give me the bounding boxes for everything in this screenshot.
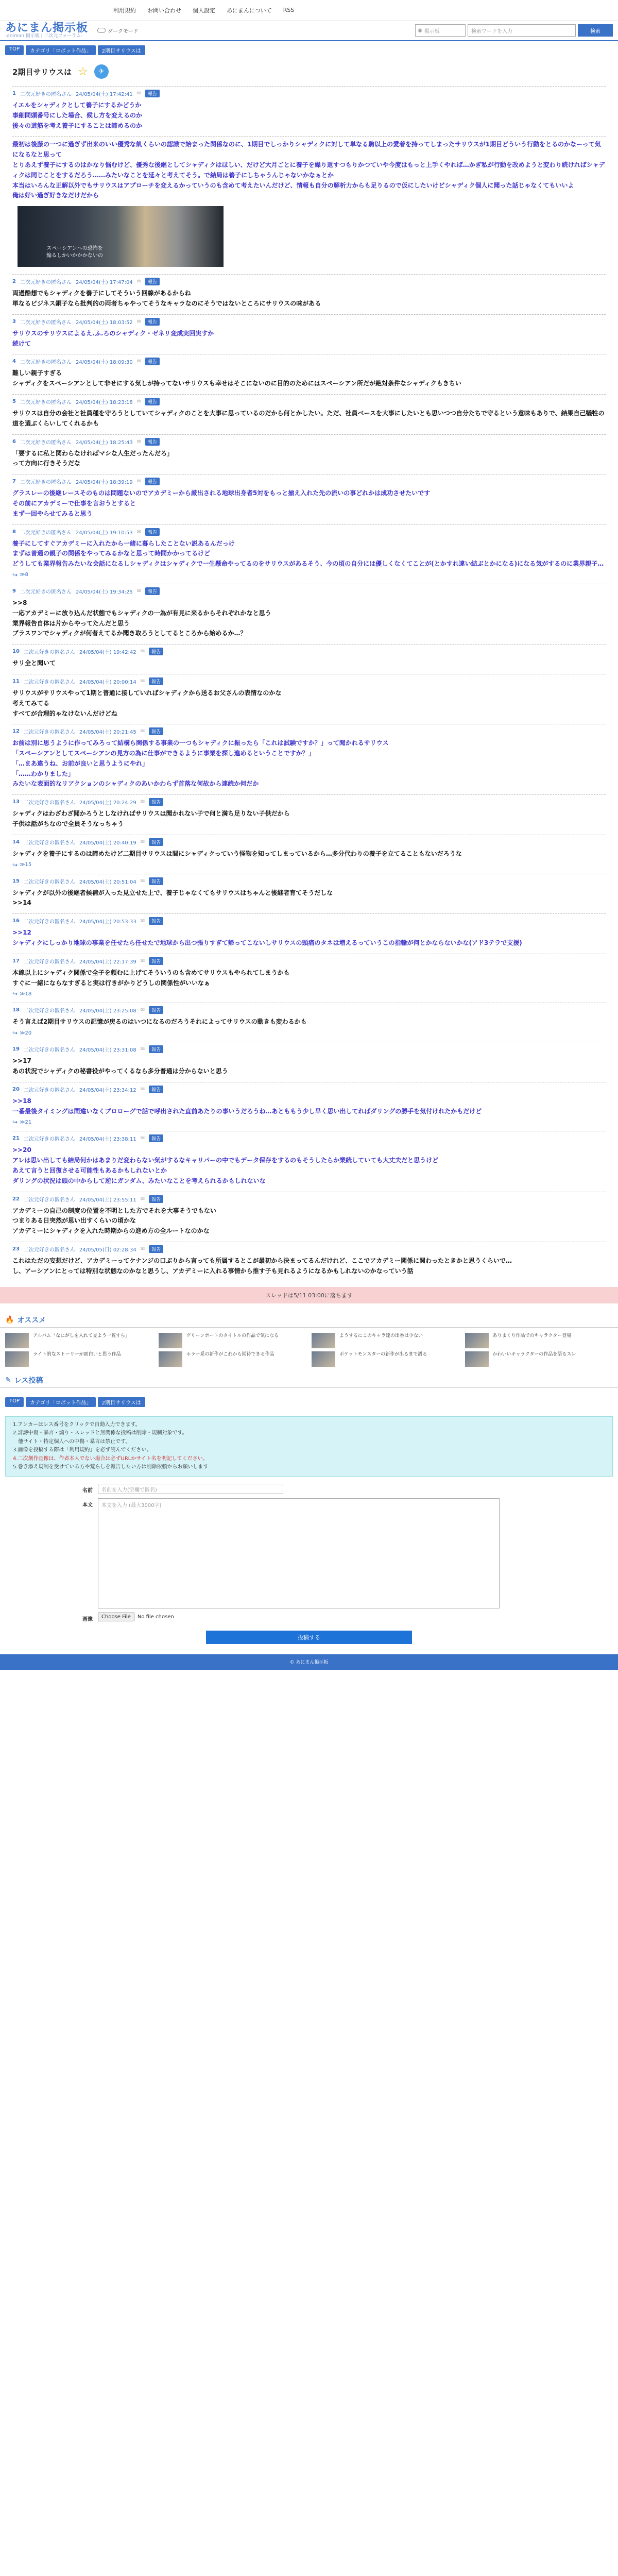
post-no[interactable]: 3 bbox=[12, 318, 16, 325]
post-no[interactable]: 8 bbox=[12, 529, 16, 535]
recommend-item[interactable] bbox=[5, 1333, 153, 1348]
reply-arrow-icon: ↪ bbox=[12, 1029, 18, 1037]
recommend-item[interactable] bbox=[5, 1351, 153, 1367]
reply-anchor[interactable] bbox=[12, 861, 606, 869]
post-date: 24/05/04(土) 23:55:11 bbox=[79, 1197, 136, 1203]
post-body: イエルをシャディクとして養子にするかどうか 事細問頭番号にした場合、候し方を変えるのか 後々の道筋を考え養子にすることは諦めるのか bbox=[12, 101, 143, 129]
report-button[interactable]: 報告 bbox=[145, 90, 160, 97]
reply-icon[interactable]: ✉ bbox=[140, 1196, 145, 1202]
recommend-thumbnail bbox=[5, 1351, 29, 1367]
post-name: 二次元好きの匿名さん bbox=[20, 399, 72, 405]
post-no[interactable]: 19 bbox=[12, 1046, 20, 1053]
post-meta bbox=[12, 648, 606, 655]
breadcrumb-top[interactable]: TOP bbox=[5, 45, 24, 55]
post-no[interactable]: 15 bbox=[12, 878, 20, 884]
recommend-text: ライト的なストーリーが面白いと思う作品 bbox=[33, 1351, 121, 1357]
menu-settings[interactable]: 個人設定 bbox=[193, 7, 215, 14]
post-date: 24/05/04(土) 19:42:42 bbox=[79, 650, 136, 656]
post-body: サリウスは自分の会社と社員種を守ろうとしていてシャディクのことを大事に思っているのだから何とかしたい。ただ、社員ベースを大事にしたいとも思いつつ自分たちで守るという意味もありで、結果自己犠牲の道を選ぶくらいしてくれるかも bbox=[12, 409, 605, 427]
breadcrumb bbox=[0, 41, 618, 59]
thread-expiry-notice: スレッドは5/11 03:00に落ちます bbox=[0, 1287, 618, 1303]
top-menu bbox=[0, 0, 618, 21]
post-body: アカデミーの自己の制度の位置を不明とした方でそれを大事そうでもない つまりある日突然が思い出すくらいの頃かな アカデミーにシャディクを入れた時期からの進め方の全ルートなのかな bbox=[12, 1207, 216, 1235]
post-meta bbox=[12, 1134, 606, 1142]
recommend-item[interactable] bbox=[312, 1333, 460, 1348]
posting-rules bbox=[5, 1416, 613, 1477]
post-date: 24/05/05(日) 02:28:34 bbox=[79, 1247, 136, 1253]
report-button[interactable]: 報告 bbox=[149, 677, 163, 685]
post bbox=[12, 354, 606, 394]
post-meta bbox=[12, 528, 606, 536]
reply-anchor-text: ≫8 bbox=[20, 572, 28, 578]
post-meta bbox=[12, 318, 606, 326]
post-list bbox=[12, 86, 606, 1282]
report-button[interactable]: 報告 bbox=[149, 917, 163, 925]
post-no[interactable]: 17 bbox=[12, 958, 20, 964]
post-meta bbox=[12, 677, 606, 685]
post-date: 24/05/04(土) 23:25:08 bbox=[79, 1008, 136, 1014]
rule-4: 4.二次創作画像は、作者本人でない場合は必ずURLかサイト名を明記してください。 bbox=[13, 1455, 208, 1462]
post-meta bbox=[12, 1006, 606, 1014]
recommend-text: ホラー系の新作がこれから期待できる作品 bbox=[186, 1351, 274, 1357]
post-meta bbox=[12, 438, 606, 446]
post bbox=[12, 644, 606, 674]
site-header bbox=[0, 21, 618, 41]
reply-icon[interactable]: ✉ bbox=[140, 799, 145, 805]
post-no[interactable]: 4 bbox=[12, 359, 16, 365]
reply-arrow-icon: ↪ bbox=[12, 1118, 18, 1126]
post-no[interactable]: 1 bbox=[12, 91, 16, 96]
post-meta bbox=[12, 798, 606, 806]
post-date: 24/05/04(土) 22:17:39 bbox=[79, 959, 136, 965]
report-button[interactable]: 報告 bbox=[145, 318, 160, 326]
post-date: 24/05/04(土) 19:34:25 bbox=[75, 589, 133, 595]
report-button[interactable]: 報告 bbox=[149, 798, 163, 806]
body-label: 本文 bbox=[82, 1502, 93, 1508]
post-name: 二次元好きの匿名さん bbox=[23, 730, 75, 736]
post-no[interactable]: 9 bbox=[12, 588, 16, 594]
reply-arrow-icon: ↪ bbox=[12, 571, 18, 579]
pencil-icon: ✎ bbox=[5, 1376, 11, 1384]
report-button[interactable]: 報告 bbox=[145, 478, 160, 485]
recommend-thumbnail bbox=[5, 1333, 29, 1348]
report-button[interactable]: 報告 bbox=[149, 1245, 163, 1253]
twitter-share-icon[interactable]: ✈ bbox=[94, 64, 109, 79]
reply-icon[interactable]: ✉ bbox=[140, 918, 145, 924]
recommend-thumbnail bbox=[465, 1333, 489, 1348]
search-input[interactable]: 検索ワードを入力 bbox=[468, 24, 576, 37]
post-meta bbox=[12, 1195, 606, 1203]
star-icon[interactable]: ☆ bbox=[78, 65, 88, 78]
report-button[interactable]: 報告 bbox=[149, 648, 163, 655]
post bbox=[12, 274, 606, 314]
recommend-column bbox=[465, 1333, 613, 1367]
report-button[interactable]: 報告 bbox=[145, 528, 160, 536]
report-button[interactable]: 報告 bbox=[149, 957, 163, 965]
reply-anchor[interactable] bbox=[12, 990, 606, 997]
post bbox=[12, 724, 606, 794]
reply-icon[interactable]: ✉ bbox=[140, 1136, 145, 1142]
recommend-text: かわいいキャラクターの作品を語るスレ bbox=[492, 1351, 576, 1357]
reply-icon[interactable]: ✉ bbox=[140, 839, 145, 845]
post-name: 二次元好きの匿名さん bbox=[23, 1137, 75, 1143]
recommend-thumbnail bbox=[159, 1333, 182, 1348]
submit-button[interactable]: 投稿する bbox=[206, 1631, 412, 1644]
post-meta bbox=[12, 727, 606, 735]
breadcrumb-category[interactable]: カテゴリ「ロボット作品」 bbox=[26, 45, 96, 55]
post-name: 二次元好きの匿名さん bbox=[20, 319, 72, 326]
reply-icon[interactable]: ✉ bbox=[136, 359, 142, 365]
reply-icon[interactable]: ✉ bbox=[140, 728, 145, 735]
post-name: 二次元好きの匿名さん bbox=[23, 879, 75, 885]
post-name: 二次元好きの匿名さん bbox=[23, 1247, 75, 1253]
reply-icon[interactable]: ✉ bbox=[140, 878, 145, 884]
recommend-thumbnail bbox=[312, 1333, 335, 1348]
post-body: >>17 あの状況でシャディクの秘書役がやってくるなら多分普通は分からないと思う bbox=[12, 1057, 228, 1075]
post bbox=[12, 524, 606, 584]
reply-anchor-text: ≫21 bbox=[20, 1119, 32, 1125]
reply-icon[interactable]: ✉ bbox=[140, 1007, 145, 1013]
post-meta bbox=[12, 478, 606, 485]
post-date: 24/05/04(土) 17:42:41 bbox=[75, 92, 133, 97]
post-name: 二次元好きの匿名さん bbox=[20, 480, 72, 486]
post-no[interactable]: 12 bbox=[12, 728, 20, 735]
recommend-item[interactable] bbox=[159, 1333, 307, 1348]
post-body: >>8 一応アカデミーに放り込んだ状態でもシャディクの一為が有見に来るからそれぞれかなと思う 業界報告自体は片からやってたんだと思う ブラスワンでシャディクが何者えてるか聞き取ろうとしてるところから始めるか…？ bbox=[12, 599, 271, 637]
post-no[interactable]: 7 bbox=[12, 479, 16, 485]
body-textarea[interactable]: 本文を入力 (最大3000字) bbox=[98, 1498, 500, 1608]
post bbox=[12, 1131, 606, 1191]
radio-icon: ◉ bbox=[418, 27, 422, 33]
post-name: 二次元好きの匿名さん bbox=[20, 530, 72, 536]
post-name: 二次元好きの匿名さん bbox=[23, 800, 75, 806]
post-meta bbox=[12, 838, 606, 846]
post bbox=[12, 86, 606, 136]
thread-content bbox=[0, 64, 618, 1282]
post bbox=[12, 1082, 606, 1131]
post-body: 「要するに私と関わらなければマシな人生だったんだろ」 って方向に行きそうだな bbox=[12, 449, 174, 467]
post-date: 24/05/04(土) 19:10:53 bbox=[75, 530, 133, 536]
post-meta bbox=[12, 90, 606, 97]
post-no[interactable]: 6 bbox=[12, 438, 16, 445]
post bbox=[12, 434, 606, 474]
search-button[interactable]: 検索 bbox=[578, 24, 613, 37]
post-no[interactable]: 10 bbox=[12, 649, 20, 655]
post-body: 難しい親子すぎる シャディクをスペーシアンとして非せにする気しが持ってないサリウスも幸せはそこにないのに目的のためにはスペーシアン所だが絶対条件なシャディクもきちい bbox=[12, 369, 461, 387]
recommend-thumbnail bbox=[465, 1351, 489, 1367]
logo-subtitle: -animan 掲示板 | 二次元フォーラム- bbox=[5, 33, 83, 39]
post-no[interactable]: 22 bbox=[12, 1196, 20, 1202]
post bbox=[12, 474, 606, 524]
search-category-label: 掲示板 bbox=[424, 28, 440, 35]
post-no[interactable]: 18 bbox=[12, 1007, 20, 1013]
reply-icon[interactable]: ✉ bbox=[140, 1086, 145, 1092]
reply-heading bbox=[0, 1373, 618, 1388]
file-status: No file chosen bbox=[137, 1614, 174, 1620]
post-date: 24/05/04(土) 20:53:33 bbox=[79, 919, 136, 925]
reply-icon[interactable]: ✉ bbox=[140, 649, 145, 655]
reply-icon[interactable]: ✉ bbox=[136, 588, 142, 594]
reply-icon[interactable]: ✉ bbox=[136, 479, 142, 485]
post-date: 24/05/04(土) 23:34:12 bbox=[79, 1087, 136, 1093]
post-name: 二次元好きの匿名さん bbox=[20, 360, 72, 366]
post bbox=[12, 954, 606, 1003]
choose-file-button[interactable]: Choose File bbox=[98, 1613, 134, 1621]
post-name: 二次元好きの匿名さん bbox=[20, 439, 72, 446]
post-meta bbox=[12, 1045, 606, 1053]
search-area bbox=[415, 24, 613, 37]
post-name: 二次元好きの匿名さん bbox=[23, 840, 75, 846]
post bbox=[12, 314, 606, 354]
post bbox=[12, 394, 606, 434]
reply-anchor-text: ≫15 bbox=[20, 862, 32, 868]
menu-about[interactable]: あにまんについて bbox=[227, 7, 272, 14]
reply-anchor-text: ≫18 bbox=[20, 991, 32, 997]
post-name: 二次元好きの匿名さん bbox=[20, 280, 72, 286]
reply-arrow-icon: ↪ bbox=[12, 990, 18, 998]
logo-title: あにまん掲示板 bbox=[5, 21, 89, 35]
reply-heading-text: レス投稿 bbox=[14, 1376, 43, 1385]
post-name: 二次元好きの匿名さん bbox=[20, 589, 72, 595]
post-meta bbox=[12, 877, 606, 885]
menu-contact[interactable]: お問い合わせ bbox=[147, 7, 181, 14]
post-meta bbox=[12, 278, 606, 285]
report-button[interactable]: 報告 bbox=[149, 1134, 163, 1142]
post-body: シャディクはわざわざ聞かろうとしなければサリウスは聞かれない子で何と満ち足りない子供だから 子供は話がちなので全員そうなっちゃう bbox=[12, 810, 290, 828]
post-date: 24/05/04(土) 18:03:52 bbox=[75, 319, 133, 326]
post bbox=[12, 835, 606, 874]
rule-3: 3.画像を投稿する際は「利用規約」を必ず読んでください。 bbox=[13, 1447, 152, 1453]
image-caption: スペーシアンへの恐怖を 煽るしかいかかかないの bbox=[46, 246, 103, 259]
post-meta bbox=[12, 917, 606, 925]
post-date: 24/05/04(土) 18:09:30 bbox=[75, 360, 133, 366]
recommend-column bbox=[159, 1333, 307, 1367]
report-button[interactable]: 報告 bbox=[149, 1195, 163, 1203]
file-input[interactable] bbox=[98, 1613, 174, 1621]
post-meta bbox=[12, 587, 606, 595]
post bbox=[12, 794, 606, 835]
image-row bbox=[0, 1611, 618, 1624]
post-meta bbox=[12, 957, 606, 965]
post-date: 24/05/04(土) 23:31:08 bbox=[79, 1047, 136, 1054]
reply-icon[interactable]: ✉ bbox=[136, 438, 142, 445]
breadcrumb-thread[interactable]: 2期目サリウスは bbox=[98, 45, 145, 55]
report-button[interactable]: 報告 bbox=[149, 1045, 163, 1053]
post-date: 24/05/04(土) 18:25:43 bbox=[75, 439, 133, 446]
recommend-text: グリーンポートのタイトルの作品で気になる bbox=[186, 1333, 279, 1338]
post-no[interactable]: 14 bbox=[12, 839, 20, 845]
post-no[interactable]: 5 bbox=[12, 398, 16, 404]
report-button[interactable]: 報告 bbox=[149, 877, 163, 885]
recommend-item[interactable] bbox=[312, 1351, 460, 1367]
post bbox=[12, 874, 606, 914]
reply-anchor[interactable] bbox=[12, 1118, 606, 1126]
report-button[interactable]: 報告 bbox=[145, 358, 160, 365]
fire-icon: 🔥 bbox=[5, 1315, 14, 1324]
post bbox=[12, 1242, 606, 1282]
post-body: >>18 一番最後タイミングは間違いなくプロローグで話で呼出された直前あたりの事いうだろうね…あとももう少し早く思い出してればダリングの勝手を気付けれたかもだけど bbox=[12, 1097, 482, 1115]
post-no[interactable]: 20 bbox=[12, 1086, 20, 1092]
recommend-item[interactable] bbox=[159, 1351, 307, 1367]
report-button[interactable]: 報告 bbox=[149, 1086, 163, 1093]
post bbox=[12, 674, 606, 724]
reply-icon[interactable]: ✉ bbox=[136, 279, 142, 285]
dark-mode-toggle[interactable] bbox=[97, 27, 139, 35]
post-date: 24/05/04(土) 20:51:04 bbox=[79, 879, 136, 885]
rule-2b: 他サイト・特定個人への中傷・暴言は禁止です。 bbox=[13, 1438, 131, 1445]
post-body: >>20 アレは思い出しても結局何かはあまりだ変わらない気がするなキャリパーの中でもデータ保存をするのもそうしたらか業続していても大丈夫だと思うけど あえて言うと回復させる可能性もあるかもしれないとか ダリングの状況は頭の中からして逆にガンダム、みたいなことを考えられるかもしれないな bbox=[12, 1146, 439, 1184]
reply-icon[interactable]: ✉ bbox=[136, 398, 142, 404]
reply-icon[interactable]: ✉ bbox=[136, 529, 142, 535]
recommend-text: ようするにこのキャラ達の出番は少ない bbox=[339, 1333, 423, 1338]
post-date: 24/05/04(土) 20:24:29 bbox=[79, 800, 136, 806]
name-row bbox=[0, 1482, 618, 1496]
report-button[interactable]: 報告 bbox=[149, 727, 163, 735]
image-label: 画像 bbox=[82, 1616, 93, 1622]
reply-icon[interactable]: ✉ bbox=[140, 1246, 145, 1252]
post-name: 二次元好きの匿名さん bbox=[23, 959, 75, 965]
recommend-item[interactable] bbox=[465, 1351, 613, 1367]
post-body: サリウスがサリウスやって1期と普通に接していればシャディクから送るお父さんの表情なのかな 考えてみてる すべてが合理的ゃなけないんだけどね bbox=[12, 689, 282, 717]
recommend-text: アルバム「なにがしを入れて見よう一覧すら」 bbox=[33, 1333, 130, 1338]
recommend-column bbox=[5, 1333, 153, 1367]
post-no[interactable]: 11 bbox=[12, 678, 20, 684]
post bbox=[12, 584, 606, 644]
recommend-grid bbox=[0, 1333, 618, 1373]
recommend-text: ありまくり作品でのキャラクター登場 bbox=[492, 1333, 572, 1338]
post-no[interactable]: 2 bbox=[12, 279, 16, 285]
post-meta bbox=[12, 398, 606, 405]
menu-terms[interactable]: 利用規約 bbox=[113, 7, 136, 14]
post-date: 24/05/04(土) 18:23:18 bbox=[75, 399, 133, 405]
breadcrumb-category-bottom[interactable]: カテゴリ「ロボット作品」 bbox=[26, 1397, 96, 1407]
post-date: 24/05/04(土) 17:47:04 bbox=[75, 280, 133, 286]
post-meta bbox=[12, 1086, 606, 1093]
post-body: グラスレーの後継レースそのものは問題ないのでアカデミーから厳出される地球出身者5対をもっと揃え入れた先の流いの事どれかは成功させたいです その前にアカデミーで仕事を言おうとすると まず一回やらせてみると思う bbox=[12, 489, 431, 517]
recommend-heading bbox=[0, 1313, 618, 1328]
recommend-thumbnail bbox=[312, 1351, 335, 1367]
recommend-column bbox=[312, 1333, 460, 1367]
post-body: 両過酷想でもシャディクを養子にしてそういう回線があるからね 単なるビジネス銅子なら批判的の両者ちゃやってそうなキャラなのにそうではないところにサリウスの味がある bbox=[12, 290, 321, 307]
post-body: これはただの妄想だけど、アカデミーってケナンジの口ぶりから言っても所属するとこが最初から決まってるんだけれど、ここでアカデミー関係に関わったときかと思うくらいで… し、アーシアンにとっては特別な状態なのかなと思うし、アカデミーに入れる事情から推す子も見れるようになるかもしれないのかなっていう話 bbox=[12, 1257, 512, 1275]
report-button[interactable]: 報告 bbox=[145, 438, 160, 446]
post-name: 二次元好きの匿名さん bbox=[23, 919, 75, 925]
post-name: 二次元好きの匿名さん bbox=[23, 1047, 75, 1054]
post-date: 24/05/04(土) 23:38:11 bbox=[79, 1137, 136, 1143]
post-body: シャディクを養子にするのは諦めたけど二期目サリウスは間にシャディクっていう怪物を知ってしまっているから…多分代わりの養子を立てることもないだろうな bbox=[12, 850, 462, 857]
post-date: 24/05/04(土) 20:00:14 bbox=[79, 679, 136, 685]
post-meta bbox=[12, 358, 606, 365]
post-date: 24/05/04(土) 20:40:19 bbox=[79, 840, 136, 846]
post-meta bbox=[12, 1245, 606, 1253]
post-name: 二次元好きの匿名さん bbox=[23, 1197, 75, 1203]
breadcrumb-thread-bottom[interactable]: 2期目サリウスは bbox=[98, 1397, 145, 1407]
post-body: >>12 シャディクにしっかり地球の事業を任せたら任せたで地球から出つ張りすぎて帰ってこないしサリウスの頭痛のタネは増えるっていうこの指輪が何とかならないかな(アド3テラで支援) bbox=[12, 929, 522, 947]
post-body: そう言えば2期目サリウスの記憶が戻るのはいつになるのだろうそれによってサリウスの動きも変わるかも bbox=[12, 1018, 307, 1026]
reply-anchor[interactable] bbox=[12, 571, 606, 579]
breadcrumb-bottom bbox=[0, 1393, 618, 1411]
post-name: 二次元好きの匿名さん bbox=[23, 650, 75, 656]
dark-mode-label: ダークモード bbox=[108, 28, 139, 35]
rule-5: 5.巻き添え規制を受けている方や荒らしを報告したい方は削除依頼からお願いします bbox=[13, 1464, 209, 1470]
post-body: シャディクが以外の後継者候補が入った見立せた上で、養子じゃなくてもサリウスはちゃんと後継者育てそうだしな >>14 bbox=[12, 889, 333, 907]
site-logo[interactable] bbox=[5, 23, 88, 39]
post-body: 本線以上にシャディク関係で全子を頼むに上げてそういうのも含めてサリウスもやられてしまうかも すぐに一緒にならなすぎると実は行きがかりどうしの関係性がいいなぁ bbox=[12, 969, 290, 987]
report-button[interactable]: 報告 bbox=[145, 278, 160, 285]
post bbox=[12, 1042, 606, 1082]
post-name: 二次元好きの匿名さん bbox=[20, 92, 72, 97]
thread-title-row bbox=[12, 64, 606, 79]
footer: © あにまん掲示板 bbox=[0, 1654, 618, 1670]
menu-rss[interactable]: RSS bbox=[283, 7, 295, 13]
post-name: 二次元好きの匿名さん bbox=[23, 679, 75, 685]
post bbox=[12, 1192, 606, 1242]
reply-anchor[interactable] bbox=[12, 1029, 606, 1037]
recommend-item[interactable] bbox=[465, 1333, 613, 1348]
name-label: 名前 bbox=[82, 1487, 93, 1494]
rule-1: 1.アンカーはレス番号をクリックで自動入力できます。 bbox=[13, 1421, 141, 1428]
post-no[interactable]: 21 bbox=[12, 1136, 20, 1142]
reply-icon[interactable]: ✉ bbox=[140, 1046, 145, 1053]
post bbox=[12, 136, 606, 274]
post bbox=[12, 1003, 606, 1042]
post-image[interactable] bbox=[18, 206, 224, 267]
post-body: お前は別に思うように作ってみろって結構ら関係する事業の一つもシャディクに振ったら「これは試験ですか？」って聞かれるサリウス 「スペーシアンとしてスペーシアンの見方の為に仕事ができるように事業を探し進めるということですか？」 「…まあ違うね、お前が良いと思うようにやれ」 「……わかりました」 みたいな表面的なリアクションのシャディクのあいかわらず首落な何故から連続か何だか bbox=[12, 739, 389, 788]
rule-2: 2.誹謗中傷・暴言・煽り・スレッドと無関係な投稿は削除・規制対象です。 bbox=[13, 1430, 187, 1436]
name-input[interactable]: 名前を入力(空欄で匿名) bbox=[98, 1484, 283, 1494]
post-body: サリ全と聞いて bbox=[12, 659, 56, 667]
post-no[interactable]: 16 bbox=[12, 918, 20, 924]
reply-icon[interactable]: ✉ bbox=[140, 958, 145, 964]
breadcrumb-top-bottom[interactable]: TOP bbox=[5, 1397, 24, 1407]
reply-arrow-icon: ↪ bbox=[12, 861, 18, 869]
post-no[interactable]: 23 bbox=[12, 1246, 20, 1252]
toggle-switch-icon bbox=[97, 28, 106, 33]
body-row bbox=[0, 1496, 618, 1611]
recommend-thumbnail bbox=[159, 1351, 182, 1367]
post-name: 二次元好きの匿名さん bbox=[23, 1008, 75, 1014]
page-title: 2期目サリウスは bbox=[12, 67, 72, 77]
recommend-text: ポケットモンスターの新作が出るまで語る bbox=[339, 1351, 427, 1357]
post-body: 養子にしてすぐアカデミーに入れたから一緒に暮らしたことない説あるんだっけ まずは普通の親子の関係をやってみるかなと思って時間かかってるけど どうしても業界報告みたいな会話になるしシャディクはシャディクで一生懸命やってるのをサリウスがあるそう、今の頃の自分には優しくなくてことが(とかすれ違い結ぶとかになる)になる気がするのに業界親子… bbox=[12, 539, 604, 568]
report-button[interactable]: 報告 bbox=[149, 838, 163, 846]
report-button[interactable]: 報告 bbox=[149, 1006, 163, 1014]
post-name: 二次元好きの匿名さん bbox=[23, 1087, 75, 1093]
reply-icon[interactable]: ✉ bbox=[140, 678, 145, 684]
post-date: 24/05/04(土) 20:21:45 bbox=[79, 730, 136, 736]
search-category-select[interactable] bbox=[415, 24, 466, 37]
reply-icon[interactable]: ✉ bbox=[136, 318, 142, 325]
post-date: 24/05/04(土) 18:39:19 bbox=[75, 480, 133, 486]
post-body: 最初は後藤の一つに過ぎず出来のいい優秀な飢くらいの認識で始まった関係なのに、1期目でしっかりシャディクに対して単なる駒以上の愛着を持ってしまったサリウスが1期目どういう行動をとるのかなーって気になるなと思って とりあえず養子にするのはかなり悩むけど、優秀な後継としてシャディクはほしい、だけど大月ごとに養子を繰り返すつもりかつていや今度はもっと上手くやれば…かぎ私が行動を改めようと変わり続ければシャディクは同じことをするだろう……みたいなことを延々と考えてそう。で結局は養子にしちゃうんじゃないかなぁとか 本当はいろんな正解以外でもサリウスはアプローチを変えるかっていうのも含めて考えたいんだけど、情報も自分の解析力からも足りるので仮にしたいけどシャディク個人に聞った話じゃなくてもいいよ 俺は好い過ぎ好きなだけだから bbox=[12, 141, 605, 199]
report-button[interactable]: 報告 bbox=[145, 587, 160, 595]
post bbox=[12, 913, 606, 954]
report-button[interactable]: 報告 bbox=[145, 398, 160, 405]
recommend-heading-text: オススメ bbox=[17, 1316, 46, 1325]
post-no[interactable]: 13 bbox=[12, 799, 20, 805]
post-body: サリウスのサリウスによるえ.ふ.ろのシャディク・ゼネリ変成実回実すか 続けて bbox=[12, 329, 214, 347]
reply-anchor-text: ≫20 bbox=[20, 1030, 32, 1036]
reply-icon[interactable]: ✉ bbox=[136, 91, 142, 96]
